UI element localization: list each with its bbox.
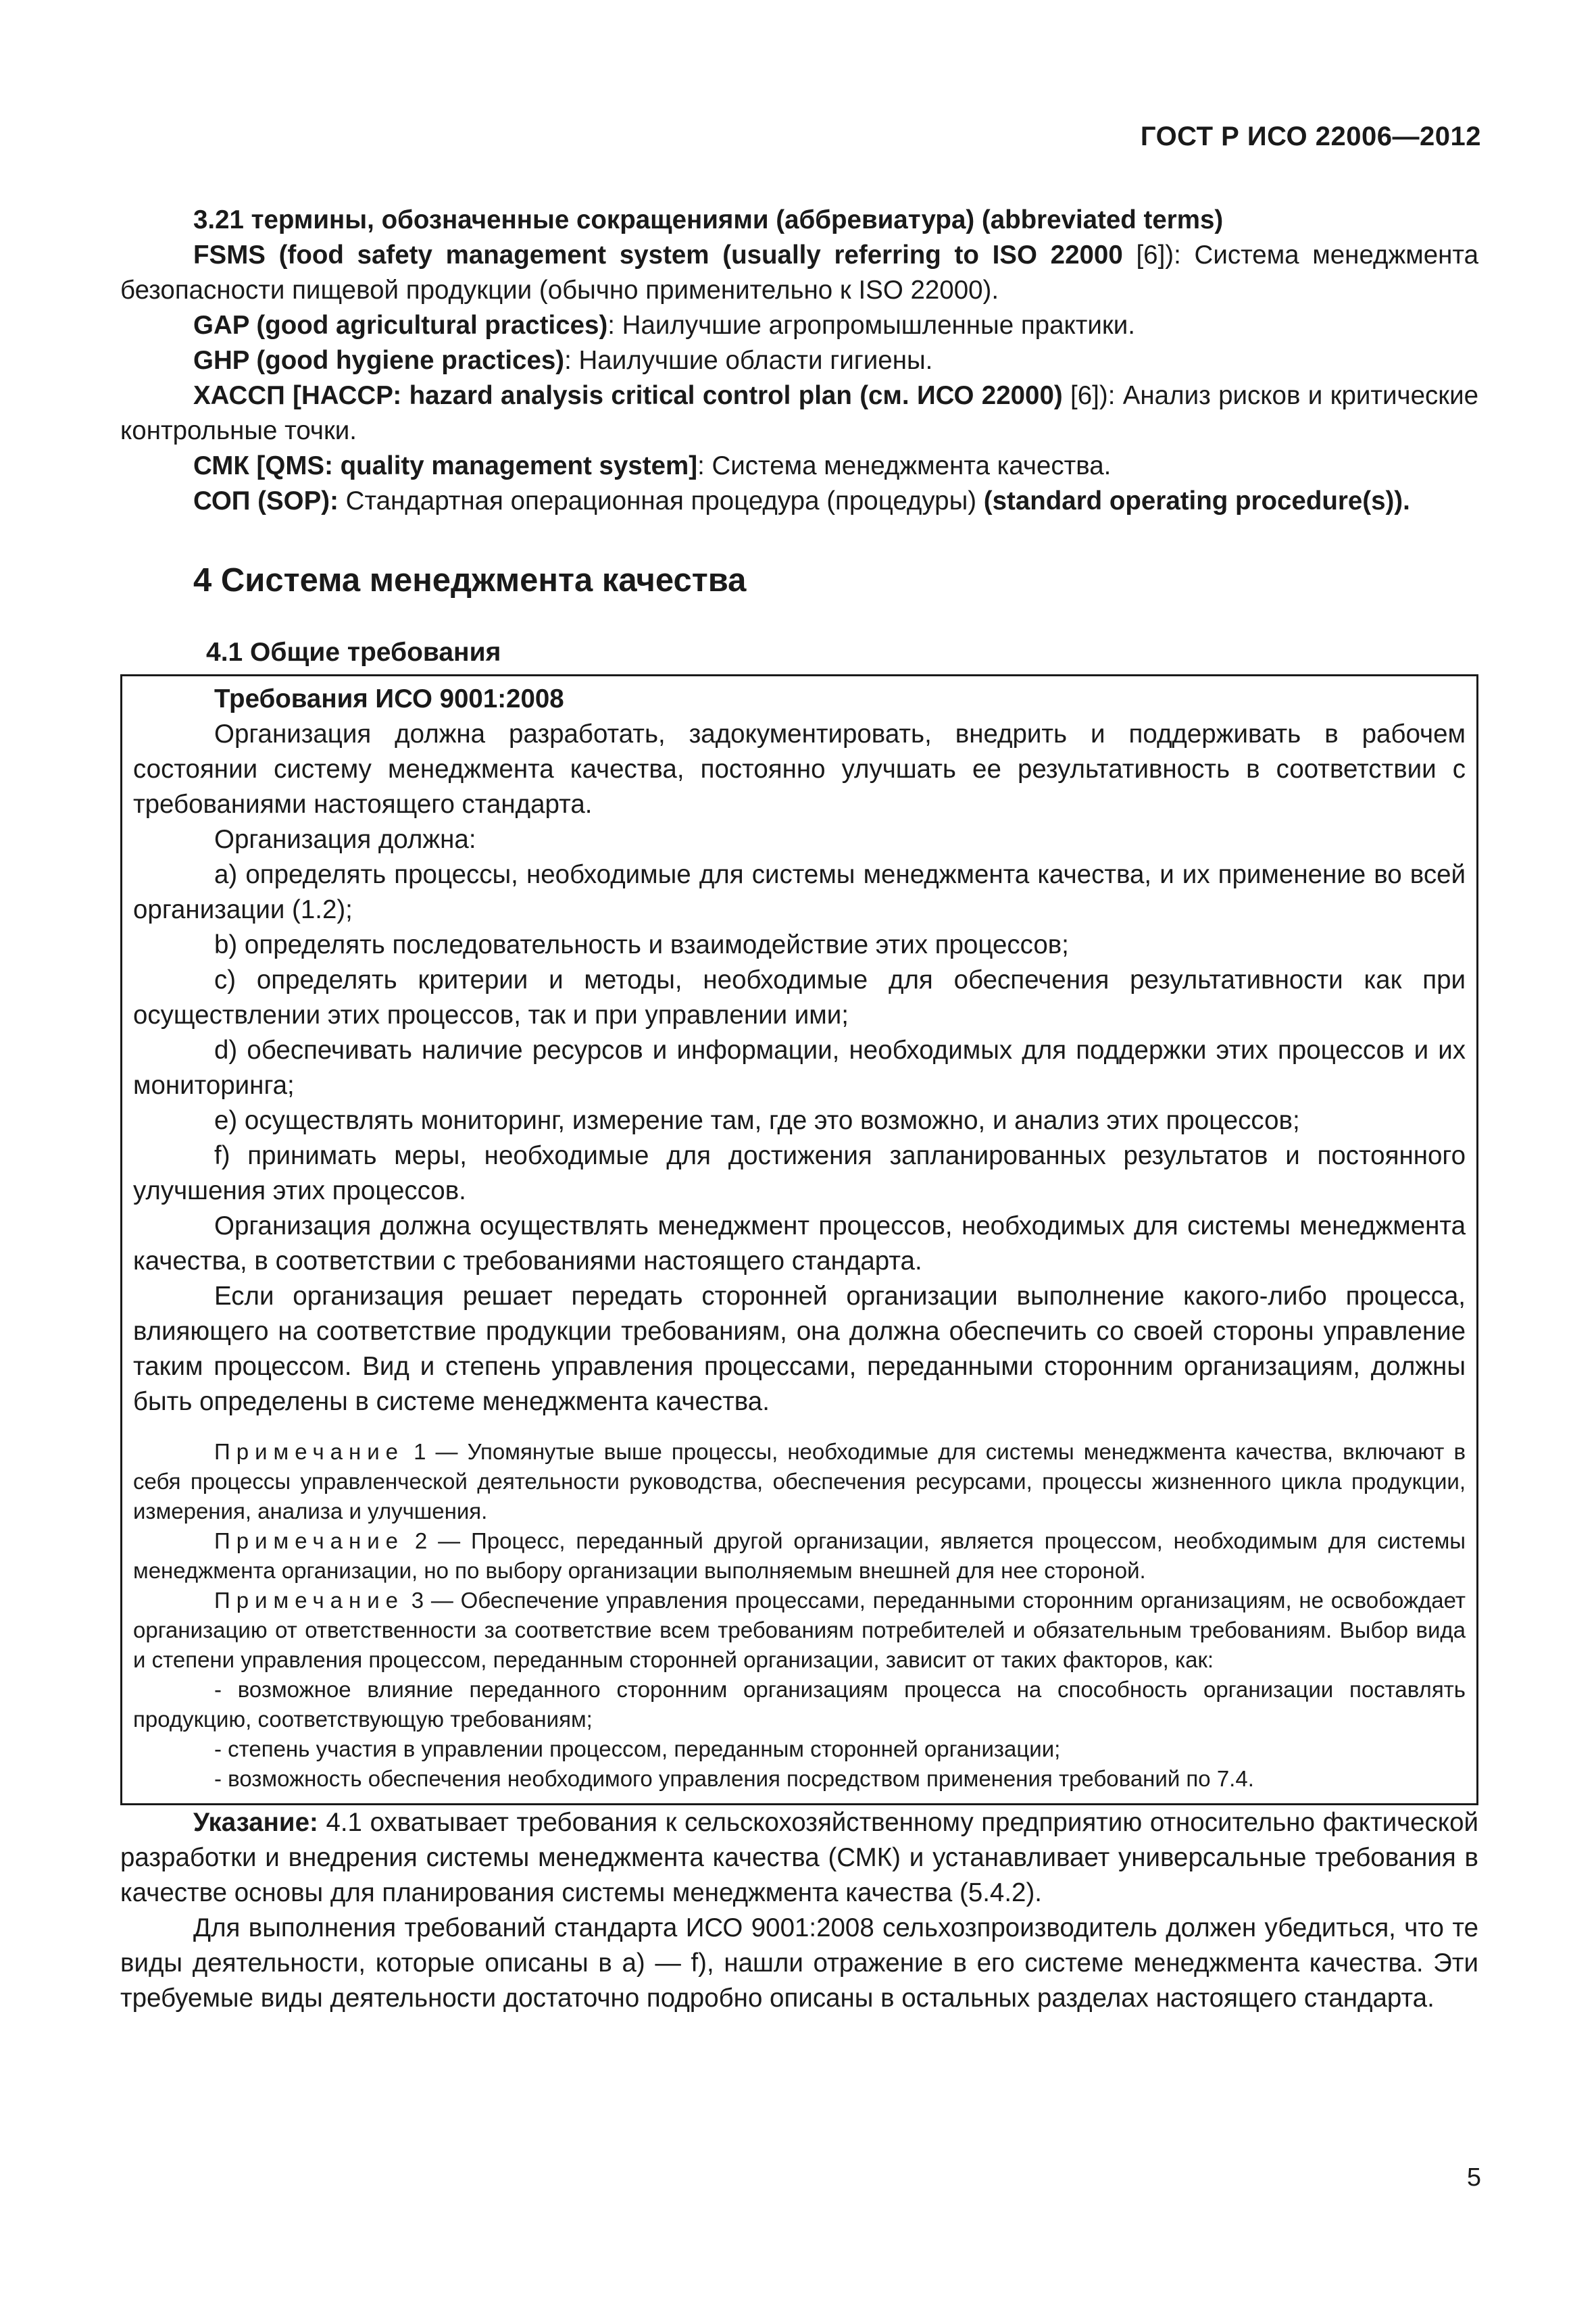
term-gap [120, 308, 1478, 343]
term-haccp [120, 378, 1478, 449]
term-sop-text: Стандартная операционная процедура (процедуры) [338, 486, 984, 515]
page-content [120, 203, 1478, 2016]
closing-paragraph: Для выполнения требований стандарта ИСО 9001:2008 сельхозпроизводитель должен убедиться, что те виды деятельности, которые описаны в а) — f), нашли отражение в его системе менеджмента качества. Эти требуемые виды деятельности достаточно подробно описаны в остальных разделах настоящего стандарта. [120, 1913, 1478, 2013]
note-3-number: 3 — [404, 1588, 461, 1613]
page-number: 5 [1466, 2163, 1481, 2192]
term-sop-label: СОП (SOP): [193, 486, 339, 515]
note-2 [133, 1526, 1466, 1586]
term-gap-text: : Наилучшие агропромышленные практики. [607, 311, 1135, 340]
box-item-b: b) определять последовательность и взаимодействие этих процессов; [214, 930, 1069, 959]
note-3-label: Примечание [214, 1588, 405, 1613]
note-3-text: Обеспечение управления процессами, переданными сторонним организациям, не освобождает организацию от ответственности за соответствие всем требованиям потребителей и обязательным требованиям. Выбор вида и степени управления процессом, переданным сторонней организации, зависит от таких факторов, как: [133, 1588, 1466, 1672]
note-3 [133, 1586, 1466, 1675]
notes-block [133, 1437, 1466, 1794]
term-ghp-label: GHP (good hygiene practices) [193, 346, 565, 375]
note-3-dash-3: - возможность обеспечения необходимого управления посредством применения требований по 7.4. [214, 1766, 1254, 1791]
term-ghp-text: : Наилучшие области гигиены. [564, 346, 933, 375]
section-title: 4 Система менеджмента качества [193, 562, 747, 599]
term-fsms [120, 238, 1478, 308]
term-fsms-label: FSMS (food safety management system (usually referring to ISO 22000 [193, 241, 1123, 270]
note-1-number: 1 — [404, 1439, 468, 1464]
note-3-dash-2: - степень участия в управлении процессом, переданным сторонней организации; [214, 1736, 1061, 1761]
box-paragraph-2: Организация должна: [214, 825, 476, 854]
note-2-text: Процесс, переданный другой организации, является процессом, необходимым для системы менеджмента организации, но по выбору организации выполняемым внешней для нее стороной. [133, 1528, 1466, 1583]
box-paragraph-1: Организация должна разработать, задокументировать, внедрить и поддерживать в рабочем состоянии систему менеджмента качества, постоянно улучшать ее результативность в соответствии с требованиями настоящего стандарта. [133, 720, 1466, 819]
subsection-title: 4.1 Общие требования [206, 638, 501, 667]
box-item-a: a) определять процессы, необходимые для системы менеджмента качества, и их применение во всей организации (1.2); [133, 860, 1466, 924]
term-haccp-ref: [6]) [1062, 381, 1108, 410]
note-2-label: Примечание [214, 1528, 405, 1553]
term-haccp-text: : Анализ рисков и критические контрольные точки. [120, 381, 1479, 445]
note-1 [133, 1437, 1466, 1526]
guidance-text: 4.1 охватывает требования к сельскохозяйственному предприятию относительно фактической разработки и внедрения системы менеджмента качества (СМК) и устанавливает универсальные требования в качестве основы для планирования системы менеджмента качества (5.4.2). [120, 1808, 1478, 1907]
guidance-paragraph [120, 1805, 1478, 1911]
term-qms-label: СМК [QMS: quality management system] [193, 451, 698, 480]
note-3-dash-1: - возможное влияние переданного сторонним организациям процесса на способность организации поставлять продукцию, соответствующую требованиям; [133, 1677, 1466, 1732]
term-gap-label: GAP (good agricultural practices) [193, 311, 608, 340]
term-fsms-text: : Система менеджмента безопасности пищевой продукции (обычно применительно к ISO 22000). [120, 241, 1478, 305]
note-1-label: Примечание [214, 1439, 405, 1464]
box-item-c: c) определять критерии и методы, необходимые для обеспечения результативности как при осуществлении этих процессов, так и при управлении ими; [133, 965, 1466, 1030]
term-fsms-ref: [6]) [1122, 241, 1174, 270]
box-paragraph-3: Организация должна осуществлять менеджмент процессов, необходимых для системы менеджмента качества, в соответствии с требованиями настоящего стандарта. [133, 1211, 1466, 1276]
guidance-label: Указание: [193, 1808, 318, 1837]
term-haccp-label: ХАССП [НАССР: hazard analysis critical control plan (см. ИСО 22000) [193, 381, 1063, 410]
terms-heading: 3.21 термины, обозначенные сокращениями (аббревиатура) (abbreviated terms) [193, 205, 1224, 234]
term-sop-label-en: (standard operating procedure(s)). [983, 486, 1410, 515]
note-1-text: Упомянутые выше процессы, необходимые для системы менеджмента качества, включают в себя процессы управленческой деятельности руководства, обеспечения ресурсами, процессы жизненного цикла продукции, измерения, анализа и улучшения. [133, 1439, 1466, 1524]
after-box-text [120, 1805, 1478, 2016]
box-item-e: e) осуществлять мониторинг, измерение там, где это возможно, и анализ этих процессов; [214, 1106, 1300, 1135]
term-ghp [120, 343, 1478, 378]
box-item-d: d) обеспечивать наличие ресурсов и информации, необходимых для поддержки этих процессов и их мониторинга; [133, 1036, 1466, 1100]
document-code-header: ГОСТ Р ИСО 22006—2012 [1140, 122, 1481, 151]
requirements-box [120, 674, 1478, 1805]
term-qms-text: : Система менеджмента качества. [697, 451, 1112, 480]
term-sop [120, 484, 1478, 519]
note-2-number: 2 — [404, 1528, 472, 1553]
box-item-f: f) принимать меры, необходимые для достижения запланированных результатов и постоянного улучшения этих процессов. [133, 1141, 1466, 1205]
term-qms [120, 449, 1478, 484]
box-paragraph-4: Если организация решает передать сторонней организации выполнение какого-либо процесса, влияющего на соответствие продукции требованиям, она должна обеспечить со своей стороны управление таким процессом. Вид и степень управления процессами, переданными сторонним организациям, должны быть определены в системе менеджмента качества. [133, 1282, 1466, 1416]
box-title: Требования ИСО 9001:2008 [214, 684, 564, 713]
